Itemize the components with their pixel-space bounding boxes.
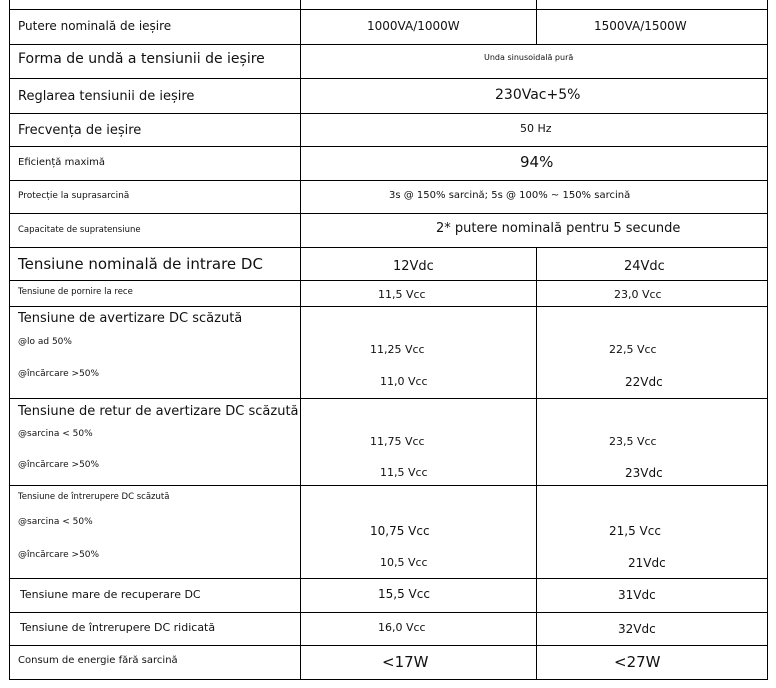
cell-24v-b: 23Vdc [625,466,663,480]
row-divider [9,306,768,307]
cell-24v-a: 21,5 Vcc [609,524,661,538]
cell-value: Unda sinusoidală pură [484,53,574,62]
row-divider [9,213,768,214]
cell-12v-a: 10,75 Vcc [370,524,430,538]
row-sub-label: @lo ad 50% [18,337,72,347]
row-divider [9,398,768,399]
row-divider [9,645,768,646]
cell-1000va: 1000VA/1000W [367,19,460,33]
cell-value: 94% [520,153,554,171]
row-divider [9,78,768,79]
table-border-col-divider-bottom [536,247,537,680]
cell-value: 2* putere nominală pentru 5 secunde [436,221,681,236]
row-label: Forma de undă a tensiunii de ieșire [18,51,265,67]
row-divider [9,180,768,181]
row-label: Reglarea tensiunii de ieșire [18,89,195,104]
cell-24v: 32Vdc [618,622,656,636]
row-sub-label: @sarcina < 50% [18,517,93,527]
row-divider [9,146,768,147]
cell-24v-a: 23,5 Vcc [609,435,657,448]
cell-12v: 15,5 Vcc [378,587,430,601]
cell-24v-a: 22,5 Vcc [609,343,657,356]
row-divider [9,247,768,248]
row-divider [9,9,768,10]
cell-12v: <17W [382,653,429,671]
cell-24v: 31Vdc [618,588,656,602]
row-sub-label: @sarcina < 50% [18,429,93,439]
table-border-col-divider-top [536,0,537,44]
cell-24v: 24Vdc [624,259,665,274]
row-label: Putere nominală de ieșire [18,19,172,33]
cell-12v-b: 11,0 Vcc [380,375,428,388]
row-label: Eficiență maximă [18,157,106,168]
row-label: Tensiune nominală de intrare DC [18,255,263,273]
row-label: Tensiune mare de recuperare DC [20,588,201,601]
cell-24v: <27W [614,653,661,671]
row-sub-label: @încărcare >50% [18,369,100,379]
cell-12v: 16,0 Vcc [378,621,426,634]
row-label: Consum de energie fără sarcină [18,655,178,666]
cell-1500va: 1500VA/1500W [594,19,687,33]
row-label: Tensiune de întrerupere DC ridicată [20,621,216,634]
row-label: Tensiune de pornire la rece [18,287,133,297]
row-label: Frecvența de ieșire [18,123,142,138]
cell-24v-b: 22Vdc [625,375,663,389]
row-label: Tensiune de avertizare DC scăzută [18,311,243,326]
row-divider [9,44,768,45]
row-divider [9,113,768,114]
row-divider [9,485,768,486]
row-label: Protecție la suprasarcină [18,191,130,201]
row-sub-label: @încărcare >50% [18,460,100,470]
row-label: Capacitate de supratensiune [18,225,141,235]
cell-24v: 23,0 Vcc [614,288,662,301]
row-divider [9,612,768,613]
cell-12v: 11,5 Vcc [378,288,426,301]
cell-12v: 12Vdc [393,259,434,274]
cell-24v-b: 21Vdc [628,556,666,570]
cell-value: 3s @ 150% sarcină; 5s @ 100% ~ 150% sarcină [389,190,631,201]
cell-12v-b: 10,5 Vcc [380,556,428,569]
cell-12v-b: 11,5 Vcc [380,466,428,479]
row-divider [9,578,768,579]
cell-value: 50 Hz [520,122,552,135]
row-divider [9,280,768,281]
row-label: Tensiune de retur de avertizare DC scăzută [18,404,299,419]
row-label: Tensiune de întrerupere DC scăzută [18,492,170,502]
row-sub-label: @încărcare >50% [18,550,100,560]
cell-12v-a: 11,25 Vcc [370,343,425,356]
row-divider [9,679,768,680]
cell-12v-a: 11,75 Vcc [370,435,425,448]
cell-value: 230Vac+5% [495,87,581,103]
